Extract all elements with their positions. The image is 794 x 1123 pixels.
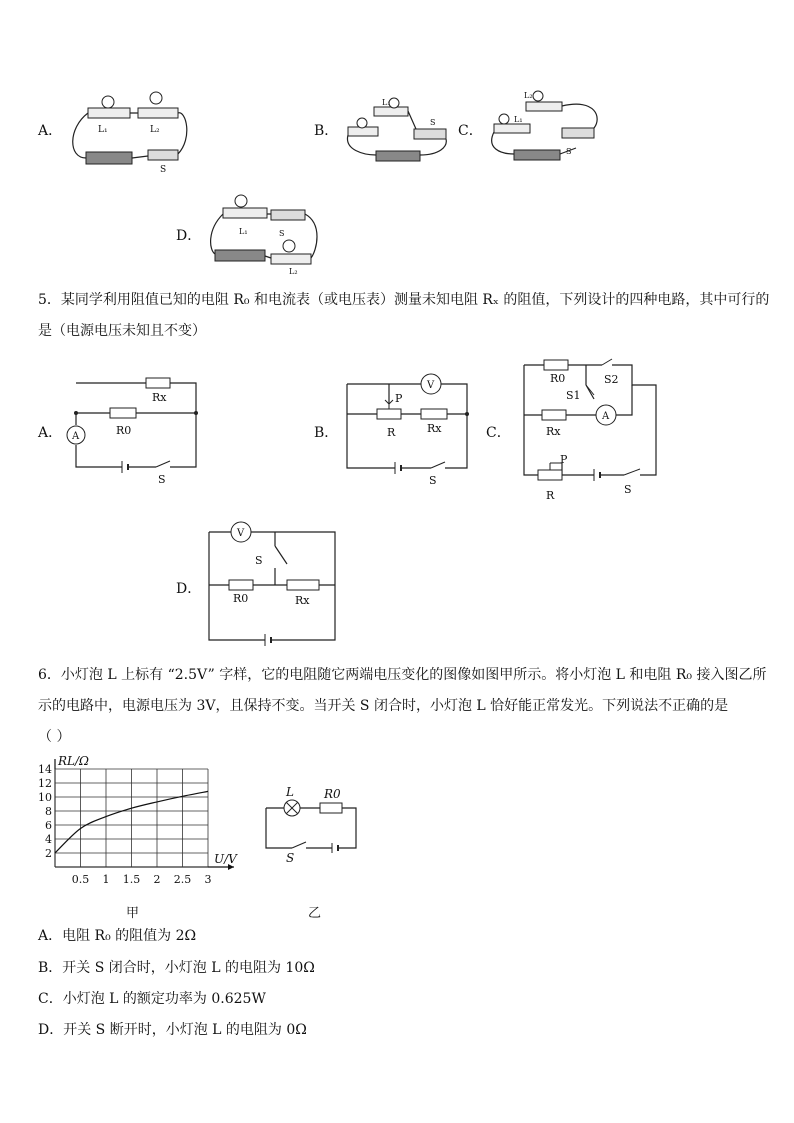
y-tick-label: 2 (45, 847, 52, 860)
q5c-s: S (624, 483, 632, 496)
q4-circuit-d (205, 190, 323, 278)
q5c-p: P (560, 453, 568, 466)
q4-circuit-b (344, 95, 452, 167)
q5-circuit-b (343, 372, 483, 490)
q6-fig-b-caption: 乙 (308, 906, 322, 921)
q4-circuit-a (68, 88, 198, 178)
q5c-ammeter: A (602, 411, 610, 422)
q6-circuit-l: L (286, 785, 294, 799)
q4d-s: S (279, 229, 285, 238)
q6-answer-b[interactable]: B．开关 S 闭合时，小灯泡 L 的电阻为 10Ω (38, 960, 315, 976)
q4d-l1: L₁ (239, 227, 248, 236)
q6-question (38, 665, 766, 685)
q5c-s2: S2 (604, 373, 619, 386)
q6-circuit-r0: R0 (324, 787, 341, 801)
q4d-l2: L₂ (289, 267, 298, 276)
q5-option-d-label[interactable]: D． (176, 581, 202, 597)
q4b-l1: L₁ (382, 98, 391, 107)
q6-fig-a-caption: 甲 (126, 906, 140, 921)
q5b-s: S (429, 474, 437, 487)
q6-answer-a[interactable]: A．电阻 R₀ 的阻值为 2Ω (38, 928, 197, 944)
q4c-s: S (566, 147, 572, 156)
chart-y-ticks (38, 763, 52, 860)
x-tick-label: 0.5 (71, 873, 90, 886)
q6-resistance-voltage-chart (34, 750, 244, 895)
q5d-voltmeter: V (237, 528, 245, 539)
x-tick-label: 2 (153, 873, 161, 886)
q5-option-c-label[interactable]: C． (486, 425, 511, 441)
y-tick-label: 8 (45, 805, 52, 818)
x-tick-label: 3 (204, 873, 212, 886)
q5-circuit-a (60, 375, 210, 485)
q5b-voltmeter: V (427, 380, 435, 391)
q6-circuit-b (262, 785, 362, 865)
q5-text-line2: 是（电源电压未知且不变） (38, 323, 206, 339)
q6-text-line3: （ ） (38, 729, 71, 745)
q5c-rx: Rx (546, 425, 561, 438)
q6-answer-d[interactable]: D．开关 S 断开时，小灯泡 L 的电阻为 0Ω (38, 1022, 307, 1038)
q5d-r0: R0 (233, 592, 249, 605)
y-tick-label: 6 (45, 819, 52, 832)
q6-text-line2: 示的电路中，电源电压为 3V，且保持不变。当开关 S 闭合时，小灯泡 L 恰好能正常发光。下列说法不正确的是 (38, 698, 729, 714)
q4a-l2: L₂ (150, 125, 160, 135)
q5-option-b-label[interactable]: B． (314, 425, 339, 441)
q5-number: 5． (38, 292, 61, 308)
chart-x-ticks (72, 873, 212, 886)
y-tick-label: 12 (38, 777, 52, 790)
q5-circuit-c (520, 355, 665, 503)
q5c-s1: S1 (566, 389, 581, 402)
q4c-l1: L₁ (514, 115, 523, 124)
q5-question (38, 290, 769, 310)
q6-number: 6． (38, 667, 61, 683)
y-tick-label: 4 (45, 833, 52, 846)
q5-text-line1: 某同学利用阻值已知的电阻 R₀ 和电流表（或电压表）测量未知电阻 Rₓ 的阻值，下列设计的四种电路，其中可行的 (60, 292, 770, 308)
q4-circuit-c (486, 88, 604, 168)
y-tick-label: 14 (38, 763, 52, 776)
q5a-ammeter: A (72, 431, 80, 442)
q6-circuit-s: S (286, 851, 295, 865)
q4a-s: S (160, 165, 167, 175)
q5a-r0: R0 (116, 424, 132, 437)
q6-text-line1: 小灯泡 L 上标有 “2.5V” 字样，它的电阻随它两端电压变化的图像如图甲所示。将小灯泡 L 和电阻 R₀ 接入图乙所 (60, 667, 767, 683)
q5c-r: R (546, 489, 555, 502)
q5d-rx: Rx (295, 594, 310, 607)
q4-option-c-label[interactable]: C． (458, 123, 483, 139)
chart-grid (55, 759, 234, 870)
q5a-s: S (158, 473, 166, 486)
q4b-s: S (430, 118, 436, 127)
q5-option-a-label[interactable]: A． (38, 425, 63, 441)
y-tick-label: 10 (38, 791, 52, 804)
x-tick-label: 1 (102, 873, 110, 886)
q5b-p: P (395, 392, 403, 405)
x-tick-label: 2.5 (173, 873, 192, 886)
q4-option-a-label[interactable]: A． (38, 123, 63, 139)
q4c-l2: L₂ (524, 91, 533, 100)
q5b-r: R (387, 426, 396, 439)
q5a-rx: Rx (152, 391, 167, 404)
q4a-l1: L₁ (98, 125, 108, 135)
q5d-s: S (255, 554, 263, 567)
q5b-rx: Rx (427, 422, 442, 435)
q6-answer-c[interactable]: C．小灯泡 L 的额定功率为 0.625W (38, 991, 266, 1007)
q5-circuit-d (205, 518, 340, 646)
x-tick-label: 1.5 (122, 873, 141, 886)
chart-y-axis-label: RL/Ω (58, 754, 89, 768)
q4-option-d-label[interactable]: D． (176, 228, 202, 244)
q4-option-b-label[interactable]: B． (314, 123, 339, 139)
chart-x-axis-label: U/V (214, 852, 237, 866)
q5c-r0: R0 (550, 372, 566, 385)
